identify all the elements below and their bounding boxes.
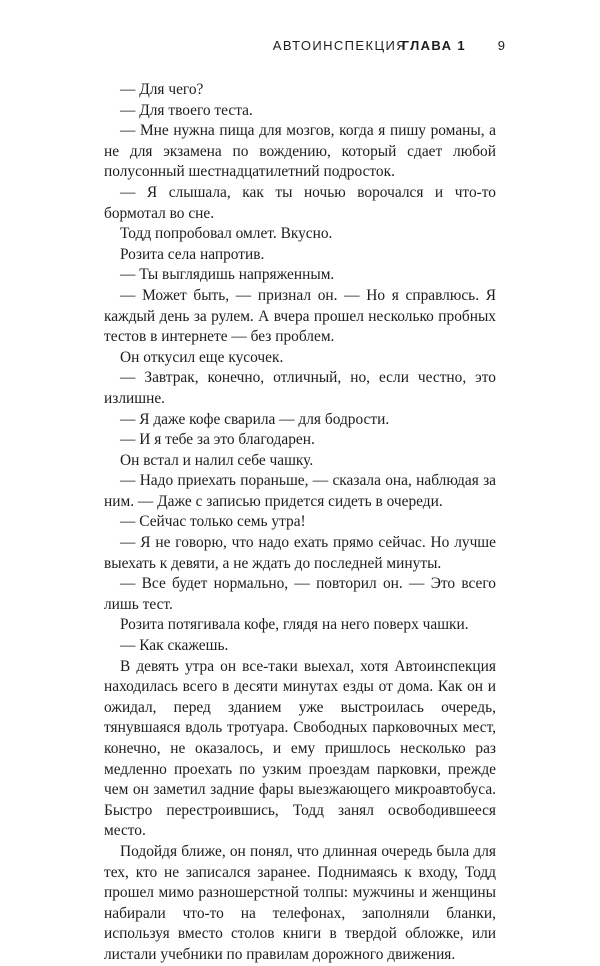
paragraph: Он встал и налил себе чашку. [120, 451, 314, 469]
paragraph: — Все будет нормально, — повторил он. — Это всего лишь тест. [104, 575, 496, 613]
paragraph: — Я слышала, как ты ночью ворочался и что-то бормотал во сне. [104, 183, 496, 222]
page-number: 9 [497, 38, 505, 53]
paragraph: — Завтрак, конечно, отличный, но, если честно, это излишне. [104, 369, 496, 407]
paragraph: — Я даже кофе сварила — для бодрости. [120, 410, 390, 428]
paragraph: Розита села напротив. [120, 245, 265, 263]
paragraph: — Надо приехать пораньше, — сказала она, наблюдая за ним. — Даже с записью придется сидеть в очереди. [104, 472, 496, 510]
paragraph: — И я тебе за это благодарен. [120, 431, 315, 449]
paragraph: Тодд попробовал омлет. Вкусно. [120, 225, 333, 243]
body-text [104, 80, 496, 966]
book-title: АВТОИНСПЕКЦИЯ [272, 38, 407, 53]
paragraph: — Как скажешь. [120, 637, 229, 655]
paragraph: Он откусил еще кусочек. [120, 348, 284, 366]
paragraph: — Может быть, — признал он. — Но я справлюсь. Я каждый день за рулем. А вчера прошел несколько пробных тестов в интернете — без проблем. [104, 286, 496, 346]
paragraph: В девять утра он все-таки выехал, хотя Автоинспекция находилась всего в десяти минутах езды от дома. Как он и ожидал, перед зданием уже выстроилась очередь, тянувшаяся вдоль тротуара. Свободных парковочных мест, конечно, не оказалось, и ему пришлось несколько раз медленно проехать по узким проездам парковки, прежде чем он заметил задние фары выезжающего микроавтобуса. Быстро перестроившись, Тодд занял освободившееся место. [104, 657, 496, 840]
paragraph: — Я не говорю, что надо ехать прямо сейчас. Но лучше выехать к девяти, а не ждать до последней минуты. [104, 534, 496, 572]
paragraph: Подойдя ближе, он понял, что длинная очередь была для тех, кто не записался заранее. Поднимаясь к входу, Тодд прошел мимо разношерстной толпы: мужчины и женщины набирали что-то на телефонах, заполняли бланки, используя вместо столов книги в твердой обложке, или листали учебники по правилам дорожного движения. [104, 842, 496, 963]
paragraph: — Для чего? [120, 81, 204, 98]
running-header [0, 38, 600, 58]
paragraph: — Мне нужна пища для мозгов, когда я пишу романы, а не для экзамена по вождению, который сдает любой полусонный шестнадцатилетний подросток. [104, 122, 496, 181]
paragraph: — Для твоего теста. [120, 101, 253, 119]
chapter-label: ГЛАВА 1 [401, 38, 466, 53]
paragraph: — Сейчас только семь утра! [120, 513, 306, 531]
paragraph: Розита потягивала кофе, глядя на него поверх чашки. [120, 616, 469, 634]
paragraph: — Ты выглядишь напряженным. [120, 266, 335, 284]
